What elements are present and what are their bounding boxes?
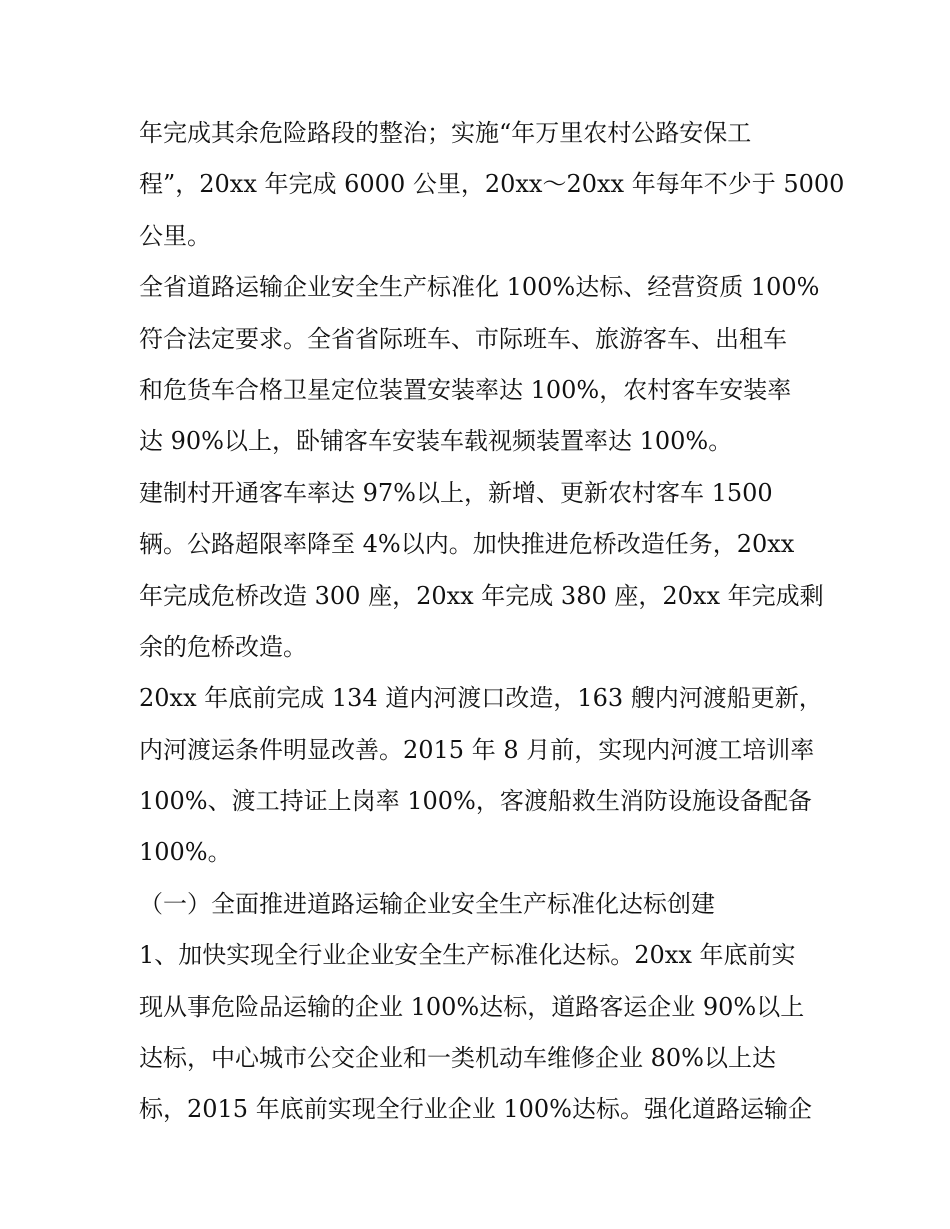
- text-line: 年完成危桥改造 300 座，20xx 年完成 380 座，20xx 年完成剩: [139, 581, 824, 610]
- text-line: 建制村开通客车率达 97%以上，新增、更新农村客车 1500: [139, 478, 773, 507]
- text-line: 1、加快实现全行业企业安全生产标准化达标。20xx 年底前实: [139, 941, 796, 970]
- text-line: 和危货车合格卫星定位装置安装率达 100%，农村客车安装率: [139, 375, 792, 404]
- text-line: 辆。公路超限率降至 4%以内。加快推进危桥改造任务，20xx: [139, 530, 795, 559]
- text-line: 达 90%以上，卧铺客车安装车载视频装置率达 100%。: [139, 427, 733, 456]
- text-line: 公里。: [139, 221, 211, 250]
- body-text: [139, 108, 845, 1136]
- text-line: 内河渡运条件明显改善。2015 年 8 月前，实现内河渡工培训率: [139, 735, 815, 764]
- text-line: 程”，20xx 年完成 6000 公里，20xx～20xx 年每年不少于 5000: [139, 170, 845, 199]
- text-line: 标，2015 年底前实现全行业企业 100%达标。强化道路运输企: [139, 1095, 812, 1124]
- section-heading: （一）全面推进道路运输企业安全生产标准化达标创建: [139, 889, 715, 918]
- text-line: 全省道路运输企业安全生产标准化 100%达标、经营资质 100%: [139, 273, 820, 302]
- text-line: 20xx 年底前完成 134 道内河渡口改造，163 艘内河渡船更新，: [139, 684, 823, 713]
- text-line: 达标，中心城市公交企业和一类机动车维修企业 80%以上达: [139, 1044, 776, 1073]
- text-line: 100%。: [139, 838, 232, 867]
- text-line: 现从事危险品运输的企业 100%达标，道路客运企业 90%以上: [139, 992, 805, 1021]
- text-line: 余的危桥改造。: [139, 632, 307, 661]
- text-line: 100%、渡工持证上岗率 100%，客渡船救生消防设施设备配备: [139, 787, 812, 816]
- text-line: 符合法定要求。全省省际班车、市际班车、旅游客车、出租车: [139, 324, 787, 353]
- text-line: 年完成其余危险路段的整治；实施“年万里农村公路安保工: [139, 119, 752, 147]
